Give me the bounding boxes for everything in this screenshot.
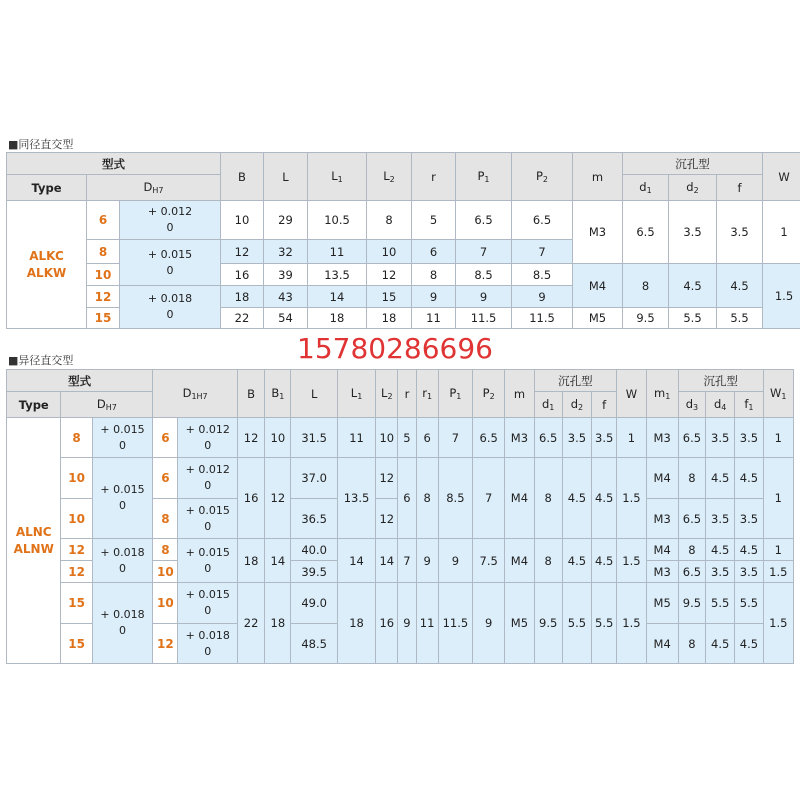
table-cell: 4.5 — [562, 539, 591, 583]
table-cell: 7 — [456, 240, 512, 264]
tolerance-cell: + 0.015 0 — [92, 418, 153, 458]
table-cell: 43 — [264, 286, 308, 308]
table-cell: 14 — [337, 539, 375, 583]
col-W: W — [617, 370, 646, 418]
col-L1: $L_1$ — [337, 370, 375, 418]
table-cell: 37.0 — [291, 458, 337, 499]
diameter-cell: 10 — [61, 458, 92, 499]
table-cell: 1 — [617, 418, 646, 458]
col-d1: $d_1$ — [623, 175, 669, 201]
table-cell: 6.5 — [623, 201, 669, 264]
table-cell: 9 — [438, 539, 472, 583]
table-cell: M4 — [505, 458, 534, 539]
table-cell: M4 — [646, 458, 678, 499]
table-cell: M5 — [646, 583, 678, 624]
col-B: B — [221, 153, 264, 201]
table-cell: M5 — [573, 308, 623, 329]
diameter-cell: 10 — [61, 499, 92, 539]
col-L1: $L_1$ — [308, 153, 367, 201]
table-cell: 11.5 — [438, 583, 472, 664]
col-W: W — [763, 153, 800, 201]
table-cell: 7 — [512, 240, 573, 264]
table-cell: 18 — [367, 308, 412, 329]
col-L: L — [291, 370, 337, 418]
table-cell: 8.5 — [438, 458, 472, 539]
table-cell: M4 — [573, 264, 623, 308]
table-cell: 5.5 — [562, 583, 591, 664]
table-cell: 39.5 — [291, 561, 337, 583]
diameter-cell: 10 — [153, 561, 178, 583]
table-cell: 6.5 — [473, 418, 505, 458]
table-cell: 8 — [678, 539, 705, 561]
col-P1: $P_1$ — [456, 153, 512, 201]
diameter-cell: 8 — [153, 499, 178, 539]
table-cell: 8 — [678, 458, 705, 499]
table-cell: 18 — [238, 539, 265, 583]
tolerance-cell: + 0.018 0 — [178, 624, 238, 664]
table-cell: 40.0 — [291, 539, 337, 561]
col-DH7: $D_{H7}$ — [61, 392, 153, 418]
table-cell: 6.5 — [678, 561, 705, 583]
col-d2: $d_2$ — [669, 175, 717, 201]
diameter-cell: 6 — [153, 418, 178, 458]
table-cell: M4 — [505, 539, 534, 583]
col-L2: $L_2$ — [376, 370, 398, 418]
table-cell: 18 — [221, 286, 264, 308]
col-B1: $B_1$ — [265, 370, 291, 418]
table-cell: 4.5 — [717, 264, 763, 308]
diameter-cell: 6 — [87, 201, 120, 240]
table-cell: 12 — [376, 458, 398, 499]
table-cell: 4.5 — [706, 624, 735, 664]
table-cell: M3 — [646, 561, 678, 583]
diameter-cell: 8 — [87, 240, 120, 264]
diameter-cell: 6 — [153, 458, 178, 499]
col-d1: $d_1$ — [534, 392, 562, 418]
col-d3: $d_3$ — [678, 392, 705, 418]
table-cell: 10 — [376, 418, 398, 458]
table-cell: 7 — [473, 458, 505, 539]
table-cell: 12 — [221, 240, 264, 264]
table-cell: 3.5 — [735, 561, 763, 583]
diameter-cell: 12 — [153, 624, 178, 664]
table-cell: 18 — [265, 583, 291, 664]
col-r1: $r_1$ — [416, 370, 438, 418]
tolerance-cell: + 0.012 0 — [178, 458, 238, 499]
table-cell: 3.5 — [562, 418, 591, 458]
col-d2: $d_2$ — [562, 392, 591, 418]
diameter-cell: 10 — [153, 583, 178, 624]
table-cell: 16 — [221, 264, 264, 286]
diameter-cell: 12 — [87, 286, 120, 308]
table-cell: 8 — [412, 264, 456, 286]
table-cell: 16 — [238, 458, 265, 539]
col-d4: $d_4$ — [706, 392, 735, 418]
table-cell: 18 — [308, 308, 367, 329]
table-cell: 5.5 — [735, 583, 763, 624]
section-title-different-diameter: ■异径直交型 — [8, 354, 74, 367]
table-cell: 3.5 — [735, 418, 763, 458]
table-cell: 7 — [438, 418, 472, 458]
col-r: r — [412, 153, 456, 201]
table-cell: 14 — [376, 539, 398, 583]
table-cell: 1.5 — [763, 264, 800, 329]
table-cell: 8 — [678, 624, 705, 664]
type-cell: ALNC ALNW — [7, 418, 61, 664]
table-cell: 5.5 — [669, 308, 717, 329]
table-cell: 14 — [265, 539, 291, 583]
table-cell: 12 — [376, 499, 398, 539]
table-cell: 9 — [412, 286, 456, 308]
table-cell: 8 — [534, 458, 562, 539]
diameter-cell: 15 — [61, 583, 92, 624]
table-cell: M4 — [646, 539, 678, 561]
table-cell: 39 — [264, 264, 308, 286]
table-cell: 1.5 — [617, 539, 646, 583]
table-cell: M3 — [505, 418, 534, 458]
table-cell: 9 — [456, 286, 512, 308]
table-cell: 1 — [763, 418, 793, 458]
col-r: r — [398, 370, 416, 418]
table-cell: 8 — [367, 201, 412, 240]
table-cell: 4.5 — [592, 458, 617, 539]
table-cell: 8 — [534, 539, 562, 583]
tolerance-cell: + 0.018 0 — [120, 286, 221, 329]
table-cell: 1 — [763, 458, 793, 539]
table-cell: 9 — [473, 583, 505, 664]
table-cell: 18 — [337, 583, 375, 664]
model-header: 型式 — [7, 153, 221, 175]
table-cell: M5 — [505, 583, 534, 664]
table-cell: M4 — [646, 624, 678, 664]
table-cell: 6.5 — [534, 418, 562, 458]
table-cell: 54 — [264, 308, 308, 329]
table-cell: 16 — [376, 583, 398, 664]
table-cell: 3.5 — [706, 418, 735, 458]
table-cell: 8.5 — [456, 264, 512, 286]
table-cell: 7 — [398, 539, 416, 583]
diameter-cell: 10 — [87, 264, 120, 286]
table-cell: 3.5 — [735, 499, 763, 539]
tolerance-cell: + 0.015 0 — [178, 539, 238, 583]
table-cell: 4.5 — [735, 458, 763, 499]
table-cell: 12 — [265, 458, 291, 539]
table-cell: 22 — [221, 308, 264, 329]
diameter-cell: 15 — [87, 308, 120, 329]
table-cell: M3 — [573, 201, 623, 264]
table-cell: 5.5 — [706, 583, 735, 624]
col-f: f — [717, 175, 763, 201]
table-cell: 22 — [238, 583, 265, 664]
table-cell: 3.5 — [592, 418, 617, 458]
col-L: L — [264, 153, 308, 201]
section-title-same-diameter: ■同径直交型 — [8, 138, 74, 151]
table-cell: 6 — [398, 458, 416, 539]
col-P2: $P_2$ — [512, 153, 573, 201]
table-cell: 1 — [763, 539, 793, 561]
tolerance-cell: + 0.012 0 — [178, 418, 238, 458]
table-cell: 6.5 — [678, 418, 705, 458]
table-cell: 3.5 — [706, 499, 735, 539]
table-cell: 13.5 — [308, 264, 367, 286]
table-cell: 9 — [398, 583, 416, 664]
diameter-cell: 12 — [61, 539, 92, 561]
col-f1: $f_1$ — [735, 392, 763, 418]
table-cell: 4.5 — [669, 264, 717, 308]
table-cell: 14 — [308, 286, 367, 308]
col-f: f — [592, 392, 617, 418]
tolerance-cell: + 0.015 0 — [178, 499, 238, 539]
table-cell: 5 — [398, 418, 416, 458]
col-m: m — [505, 370, 534, 418]
table-cell: 36.5 — [291, 499, 337, 539]
table-cell: 9 — [512, 286, 573, 308]
counterbore-header: 沉孔型 — [534, 370, 617, 392]
table-cell: 3.5 — [717, 201, 763, 264]
table-cell: 29 — [264, 201, 308, 240]
table-cell: 11 — [308, 240, 367, 264]
table-cell: 6.5 — [456, 201, 512, 240]
table-cell: 10 — [221, 201, 264, 240]
table-cell: 4.5 — [592, 539, 617, 583]
table-cell: 32 — [264, 240, 308, 264]
tolerance-cell: + 0.018 0 — [92, 539, 153, 583]
type-cell: ALKC ALKW — [7, 201, 87, 329]
col-W1: $W_1$ — [763, 370, 793, 418]
tolerance-cell: + 0.018 0 — [92, 583, 153, 664]
diameter-cell: 15 — [61, 624, 92, 664]
table-cell: 6 — [412, 240, 456, 264]
table-cell: 11 — [416, 583, 438, 664]
table-cell: 31.5 — [291, 418, 337, 458]
type-header: Type — [7, 175, 87, 201]
table-cell: 9.5 — [623, 308, 669, 329]
type-header: Type — [7, 392, 61, 418]
table-cell: 1.5 — [617, 583, 646, 664]
table-cell: 8 — [623, 264, 669, 308]
table-cell: 5 — [412, 201, 456, 240]
col-m1: $m_1$ — [646, 370, 678, 418]
table-cell: 12 — [367, 264, 412, 286]
phone-number: 15780286696 — [297, 332, 493, 365]
table-cell: 3.5 — [706, 561, 735, 583]
table-cell: 48.5 — [291, 624, 337, 664]
same-diameter-table — [6, 152, 800, 329]
col-P1: $P_1$ — [438, 370, 472, 418]
table-cell: 4.5 — [706, 539, 735, 561]
table-cell: 1.5 — [763, 561, 793, 583]
table-cell: 10.5 — [308, 201, 367, 240]
diameter-cell: 12 — [61, 561, 92, 583]
table-cell: 11 — [337, 418, 375, 458]
table-cell: 6.5 — [678, 499, 705, 539]
counterbore-header-2: 沉孔型 — [678, 370, 763, 392]
table-cell: 9.5 — [678, 583, 705, 624]
table-cell: 7.5 — [473, 539, 505, 583]
table-cell: 8 — [416, 458, 438, 539]
tolerance-cell: + 0.015 0 — [92, 458, 153, 539]
table-cell: 49.0 — [291, 583, 337, 624]
table-cell: 4.5 — [735, 539, 763, 561]
table-cell: 11 — [412, 308, 456, 329]
table-cell: 4.5 — [562, 458, 591, 539]
table-cell: 9 — [416, 539, 438, 583]
table-cell: 15 — [367, 286, 412, 308]
table-cell: 9.5 — [534, 583, 562, 664]
counterbore-header: 沉孔型 — [623, 153, 763, 175]
table-cell: 1.5 — [617, 458, 646, 539]
table-cell: 5.5 — [717, 308, 763, 329]
table-cell: M3 — [646, 418, 678, 458]
table-cell: 10 — [265, 418, 291, 458]
table-cell: 6 — [416, 418, 438, 458]
col-DH7: $D_{H7}$ — [87, 175, 221, 201]
table-cell: 4.5 — [706, 458, 735, 499]
col-B: B — [238, 370, 265, 418]
table-cell: 12 — [238, 418, 265, 458]
table-cell: 13.5 — [337, 458, 375, 539]
table-cell: 11.5 — [512, 308, 573, 329]
different-diameter-table — [6, 369, 794, 664]
table-cell: 10 — [367, 240, 412, 264]
tolerance-cell: + 0.012 0 — [120, 201, 221, 240]
table-cell: M3 — [646, 499, 678, 539]
diameter-cell: 8 — [61, 418, 92, 458]
table-cell: 11.5 — [456, 308, 512, 329]
diameter-cell: 8 — [153, 539, 178, 561]
col-m: m — [573, 153, 623, 201]
table-cell: 4.5 — [735, 624, 763, 664]
table-cell: 1 — [763, 201, 800, 264]
table-cell: 1.5 — [763, 583, 793, 664]
model-header: 型式 — [7, 370, 153, 392]
col-D1H7: $D_{1H7}$ — [153, 370, 238, 418]
table-cell: 3.5 — [669, 201, 717, 264]
table-cell: 5.5 — [592, 583, 617, 664]
tolerance-cell: + 0.015 0 — [178, 583, 238, 624]
col-P2: $P_2$ — [473, 370, 505, 418]
tolerance-cell: + 0.015 0 — [120, 240, 221, 286]
table-cell: 6.5 — [512, 201, 573, 240]
col-L2: $L_2$ — [367, 153, 412, 201]
table-cell: 8.5 — [512, 264, 573, 286]
